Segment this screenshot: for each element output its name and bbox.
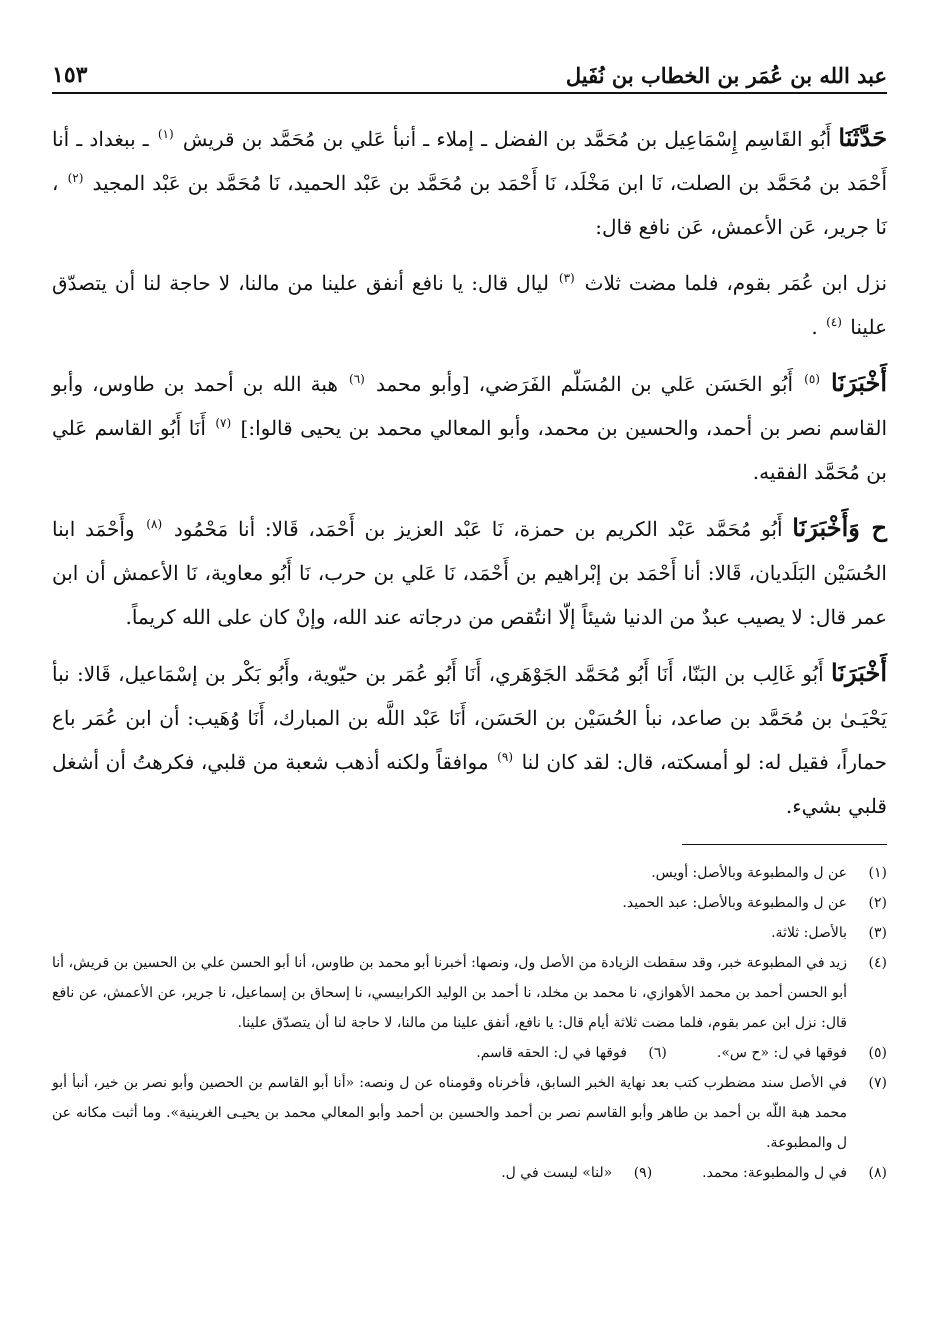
footnote-number: (٢)	[868, 895, 887, 911]
main-text	[52, 116, 887, 828]
paragraph-3	[52, 361, 887, 494]
footnote-text: بالأصل: ثلاثة.	[771, 925, 847, 941]
paragraph-text: أَبُو القَاسِم إِسْمَاعِيل بن مُحَمَّد بن الفضل ـ إملاء ـ أنبأ عَلي بن مُحَمَّد بن قريش	[182, 127, 832, 151]
paragraph-text: نزل ابن عُمَر بقوم، فلما مضت ثلاث	[584, 271, 888, 295]
paragraph-text: ، نَا جرير، عَن الأعمش، عَن نافع قال:	[52, 171, 887, 239]
paragraph-text: أَنَا أَبُو القاسم عَلي بن مُحَمَّد الفقيه.	[52, 416, 887, 484]
footnote-rule	[682, 844, 887, 845]
footnote-number: (١)	[868, 865, 887, 881]
paragraph-text: أَبُو مُحَمَّد عَبْد الكريم بن حمزة، نَا عَبْد العزيز بن أَحْمَد، قَالا: أنا مَحْمُود	[173, 517, 783, 541]
page-header	[52, 38, 887, 94]
paragraph-text: موافقاً ولكنه أذهب شعبة من قلبي، فكرهتُ أن أشغل قلبي بشيء.	[52, 750, 887, 818]
footnote-2	[52, 888, 887, 918]
footnote-number: (٥)	[868, 1045, 887, 1061]
footnote-ref: (٥)	[804, 372, 820, 387]
paragraph-2	[52, 261, 887, 349]
paragraph-5	[52, 651, 887, 828]
footnote-number: (٦)	[648, 1045, 667, 1061]
paragraph-lead: أَخْبَرَنَا	[831, 368, 888, 397]
paragraph-4	[52, 506, 887, 639]
footnote-text: في ل والمطبوعة: محمد.	[702, 1165, 847, 1181]
paragraph-text: ليال قال: يا نافع أنفق علينا من مالنا، لا حاجة لنا أن يتصدّق علينا	[52, 271, 887, 339]
footnote-text: عن ل والمطبوعة وبالأصل: أويس.	[651, 865, 847, 881]
paragraph-text: .	[811, 315, 818, 339]
footnote-1	[52, 858, 887, 888]
paragraph-lead: أَخْبَرَنَا	[831, 658, 887, 687]
footnote-number: (٧)	[868, 1075, 887, 1091]
paragraph-lead: حَدَّثَنَا	[838, 123, 888, 152]
paragraph-text: وأَحْمَد ابنا الحُسَيْن البَلَديان، قَالا: أنا أَحْمَد بن إبْراهيم بن أَحْمَد، نَا عَلي بن حرب، نَا أَبُو معاوية، نَا الأعمش أن ابن عمر قال: لا يصيب عبدٌ من الدنيا شيئاً إلّا انتُقص من درجاته عند الله، وإنْ كان على الله كريماً.	[52, 517, 887, 629]
footnote-ref: (٧)	[215, 416, 232, 431]
footnote-text: «لنا» ليست في ل.	[501, 1165, 613, 1181]
footnote-text: في الأصل سند مضطرب كتب بعد نهاية الخبر السابق، فأخرناه وقومناه عن ل ونصه: «أنا أبو القاسم بن الحصين وأبو نصر بن خير، أنبأ أبو محمد هبة اللّه بن أحمد بن طاهر وأبو القاسم نصر بن أحمد والحسين بن أحمد وأبو المعالي محمد بن يحيـى الغرينية». وما أثبت مكانه عن ل والمطبوعة.	[52, 1075, 847, 1151]
footnote-number: (٤)	[868, 955, 887, 971]
page-number: ١٥٣	[52, 62, 88, 88]
footnote-ref: (٣)	[558, 271, 575, 286]
footnote-number: (٣)	[868, 925, 887, 941]
footnote-ref: (٢)	[67, 171, 84, 186]
paragraph-text: أَبُو الحَسَن عَلي بن المُسَلّم الفَرَضي، [وأبو محمد	[375, 372, 794, 396]
footnote-8-9	[52, 1158, 887, 1188]
paragraph-text: هبة الله بن أحمد بن طاوس، وأبو القاسم نصر بن أحمد، والحسين بن محمد، وأبو المعالي محمد بن يحيى قالوا:]	[52, 372, 888, 440]
paragraph-lead: ح وَأَخْبَرَنَا	[792, 513, 888, 542]
footnote-separator	[52, 840, 887, 850]
footnote-number: (٨)	[868, 1165, 887, 1181]
running-title: عبد الله بن عُمَر بن الخطاب بن نُفَيل	[565, 63, 887, 88]
footnote-text: زيد في المطبوعة خبر، وقد سقطت الزيادة من الأصل ول، ونصها: أخبرنا أبو محمد بن طاوس، أنا أبو الحسن علي بن الحسين بن قريش، أنا أبو الحسن أحمد بن محمد الأهوازي، نا محمد بن مخلد، نا أحمد بن الوليد الكرابيسي، نا إسحاق بن إسماعيل، نا جرير، عن الأعمش، عن نافع قال: نزل ابن عمر بقوم، فلما مضت ثلاثة أيام قال: يا نافع، أنفق علينا من مالنا، لا حاجة لنا أن يتصدّق علينا.	[52, 955, 847, 1031]
footnotes	[52, 858, 887, 1188]
paragraph-text: أَبُو غَالِب بن البَنّا، أَنَا أَبُو مُحَمَّد الجَوْهَري، أَنَا أَبُو عُمَر بن حيّوية، وأَبُو بَكْر بن إسْمَاعيل، قَالا: نبأ يَحْيَـىٰ بن مُحَمَّد بن صاعد، نبأ الحُسَيْن بن الحَسَن، أَنَا عَبْد اللَّه بن المبارك، أَنَا وُهَيب: أن ابن عُمَر باع حماراً، فقيل له: لو أمسكته، قال: لقد كان لنا	[52, 662, 888, 774]
footnote-3	[52, 918, 887, 948]
footnote-ref: (٦)	[349, 372, 365, 387]
footnote-ref: (٨)	[146, 517, 163, 532]
footnote-number: (٩)	[633, 1165, 653, 1181]
footnote-4	[52, 948, 887, 1038]
footnote-ref: (١)	[157, 127, 174, 142]
footnote-text: عن ل والمطبوعة وبالأصل: عبد الحميد.	[622, 895, 847, 911]
paragraph-1	[52, 116, 887, 249]
footnote-5-6	[52, 1038, 887, 1068]
footnote-text: فوقها في ل: «ح س».	[716, 1045, 847, 1061]
footnote-ref: (٩)	[497, 750, 513, 765]
footnote-7	[52, 1068, 887, 1158]
footnote-text: فوقها في ل: الحقه قاسم.	[476, 1045, 627, 1061]
footnote-ref: (٤)	[826, 315, 842, 330]
paragraph-text: ـ ببغداد ـ أنا أَحْمَد بن مُحَمَّد بن الصلت، نَا ابن مَخْلَد، نَا أَحْمَد بن مُحَمَّد بن عَبْد الحميد، نَا مُحَمَّد بن عَبْد المجيد	[52, 127, 888, 195]
